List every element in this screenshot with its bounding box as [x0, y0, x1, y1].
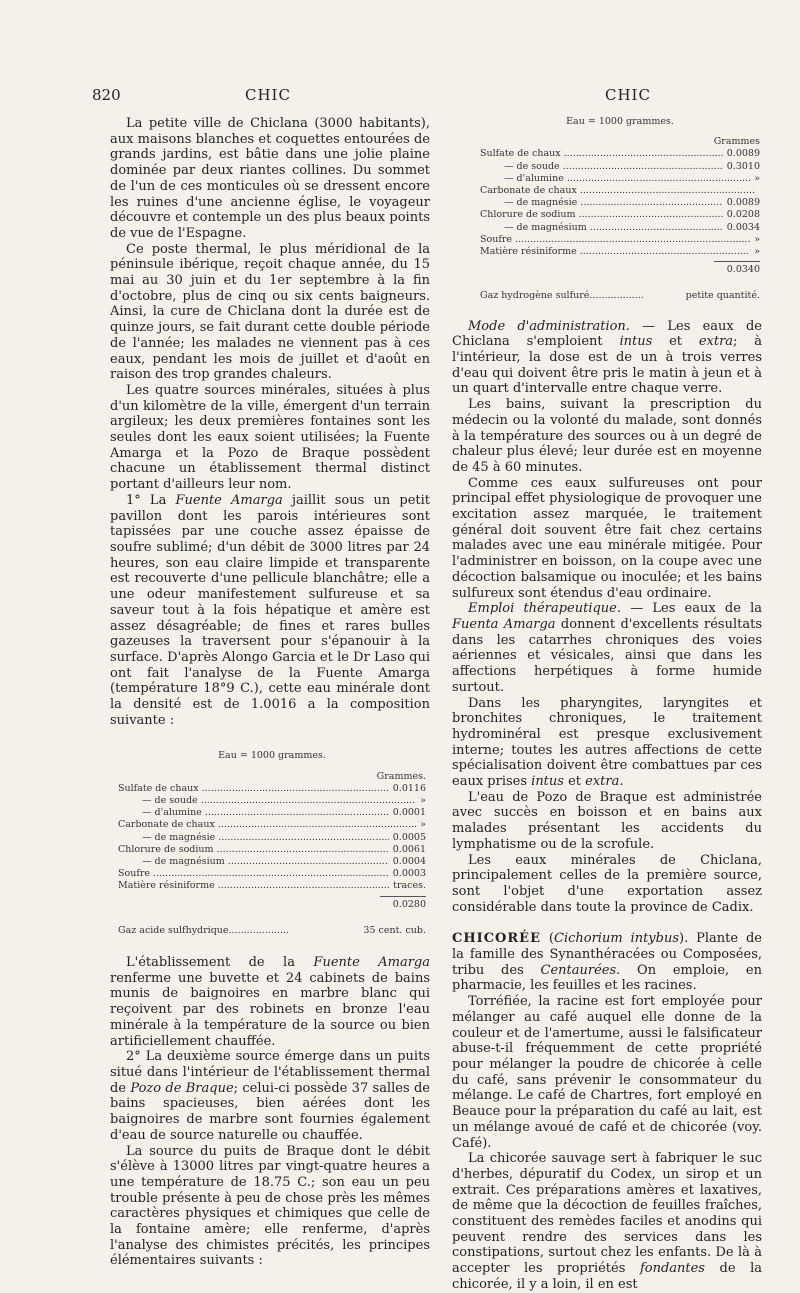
source-name: Fuenta Amarga	[452, 617, 556, 632]
text-run: (	[541, 931, 554, 947]
paragraph: La petite ville de Chiclana (3000 habitants), aux maisons blanches et coquettes entourées de grands jardins, est bâtie dans une jolie plaine dominée par deux riantes collines. Du sommet de l'un de ces monticules où se dressent encore les ruines d'une ancienne église, le voyageur découvre et contemple un des plus beaux points de vue de l'Espagne.	[110, 116, 430, 241]
row-value: 0.0001	[392, 807, 426, 819]
row-name: — de magnésium .....	[118, 856, 389, 868]
row-value: 0.0003	[392, 868, 426, 880]
row-value: 0.3010	[726, 160, 760, 172]
table-row	[480, 209, 760, 221]
row-value: »	[754, 233, 760, 245]
text-run: renferme une buvette et 24 cabinets de bains munis de baignoires en marbre blanc qui reçoivent par des robinets en bronze l'eau minérale à la température de la source ou bien artificiellement chauffée.	[110, 970, 430, 1049]
text-run: extra	[698, 334, 734, 350]
table-row	[480, 173, 760, 185]
table-title: Eau = 1000 grammes.	[218, 750, 326, 762]
text-run: 2° La deuxième source émerge dans un puits situé dans l'intérieur de l'établissement thermal de	[110, 1049, 430, 1096]
source-name: Fuente Amarga	[175, 492, 283, 508]
row-value: »	[754, 172, 760, 184]
text-run: et	[652, 334, 699, 350]
page-number: 820	[92, 86, 121, 104]
source-name: Fuente Amarga	[313, 955, 430, 971]
entry-paragraph	[452, 931, 762, 994]
table-row	[480, 246, 760, 258]
text-run: Dans les pharyngites, laryngites et bronchites chroniques, le traitement hydrominéral est presque exclusivement interne; toutes les autres affections de cette spécialisation doivent être combattues par ces eaux prises	[452, 695, 762, 790]
table-row	[118, 880, 426, 892]
text-run: fondantes	[639, 1261, 705, 1277]
row-name: Chlorure de sodium .....	[480, 209, 723, 221]
row-name: Matière résiniforme .....	[480, 246, 750, 258]
row-name: Chlorure de sodium .....	[118, 844, 389, 856]
left-column	[110, 116, 430, 1269]
row-value: 0.0089	[726, 197, 760, 209]
text-run: ). Plante de la famille des Synanthéracées ou Composées, tribu des	[452, 931, 762, 978]
table-total: 0.0280	[380, 896, 426, 911]
gas-value: 35 cent. cub.	[363, 924, 426, 936]
text-run: intus	[619, 334, 653, 350]
table-unit: Grammes	[713, 136, 760, 148]
row-name: Soufre .....	[118, 868, 389, 880]
paragraph	[452, 601, 762, 695]
paragraph	[110, 955, 430, 1049]
row-value: 0.0061	[392, 843, 426, 855]
row-name: — d'alumine .....	[118, 807, 389, 819]
row-value: traces.	[393, 880, 426, 892]
paragraph: Les eaux minérales de Chiclana, principalement celles de la première source, sont l'objet d'une exportation assez considérable dans toute la province de Cadix.	[452, 852, 762, 915]
paragraph: Torréfiée, la racine est fort employée pour mélanger au café auquel elle donne de la couleur et de l'amertume, aussi le falsificateur abuse-t-il fréquemment de cette propriété pour mélanger la poudre de chicorée à celle du café, sans prévenir le consommateur du mélange. Le café de Chartres, fort employé en Beauce pour la préparation du café au lait, est un mélange avoué de café et de chicorée (voy. Café).	[452, 994, 762, 1151]
row-value: »	[420, 819, 426, 831]
table-total: 0.0340	[714, 261, 760, 276]
paragraph: Les bains, suivant la prescription du médecin ou la volonté du malade, sont donnés à la température des sources ou à un degré de chaleur plus élevé; leur durée est en moyenne de 45 à 60 minutes.	[452, 397, 762, 475]
row-name: — de magnésium .....	[480, 222, 723, 234]
text-run: — Les eaux de la	[621, 601, 762, 617]
text-run: Centaurées	[540, 962, 617, 978]
row-name: Sulfate de chaux .....	[480, 148, 723, 160]
section-heading: Emploi thérapeutique.	[468, 601, 622, 617]
row-value: »	[754, 246, 760, 258]
row-value: 0.0208	[726, 209, 760, 221]
running-head-right: CHIC	[605, 86, 651, 104]
running-head-left: CHIC	[245, 86, 291, 104]
table-row	[118, 795, 426, 807]
row-name: Matière résiniforme .....	[118, 880, 389, 892]
row-name: — de soude .....	[480, 161, 723, 173]
composition-table-2	[480, 116, 760, 303]
text-run: — Les eaux de Chiclana s'emploient	[452, 318, 762, 350]
table-row	[480, 234, 760, 246]
composition-table-1	[118, 750, 426, 937]
paragraph: Les quatre sources minérales, situées à plus d'un kilomètre de la ville, émergent d'un terrain argileux; les deux premières fontaines sont les seules dont les eaux soient utilisées; la Fuente Amarga et la Pozo de Braque possèdent chacune un établissement thermal distinct portant d'ailleurs leur nom.	[110, 382, 430, 493]
row-name: Carbonate de chaux .....	[118, 819, 416, 831]
text-run: ; celui-ci possède 37 salles de bains spacieuses, bien aérées dont les baignoires de marbre sont fournies également d'eau de source naturelle ou chauffée.	[110, 1080, 430, 1143]
text-run: intus	[531, 774, 564, 790]
paragraph: L'eau de Pozo de Braque est administrée avec succès en boisson et en bains aux malades présentant les accidents du lymphatisme ou de la scrofule.	[452, 789, 762, 852]
table-row	[118, 819, 426, 831]
row-name: — de soude .....	[118, 795, 416, 807]
text-run: jaillit sous un petit pavillon dont les parois intérieures sont tapissées par une couche assez épaisse de soufre sublimé; d'un débit de 3000 litres par 24 heures, son eau claire limpide et transparente est recouverte d'une pellicule blanchâtre; elle a une odeur manifestement sulfureuse et sa saveur tout à la fois hépatique et amère est assez désagréable; de fines et rares bulles gazeuses la traversent pour s'épanouir à la surface. D'après Alongo Garcia et le Dr Laso qui ont fait l'analyse de la Fuente Amarga (température 18°9 C.), cette eau minérale dont la densité est de 1.0016 a la composition suivante :	[110, 492, 431, 728]
table-row	[118, 844, 426, 856]
table-row	[118, 832, 426, 844]
paragraph	[110, 1049, 430, 1143]
gas-name: Gaz hydrogène sulfuré..................	[480, 290, 644, 302]
paragraph: Comme ces eaux sulfureuses ont pour principal effet physiologique de provoquer une excitation assez marquée, le traitement général doit souvent être fait chez certains malades avec une eau minérale mitigée. Pour l'administrer en boisson, on la coupe avec une décoction balsamique ou inoculée; et les bains sulfureux sont étendus d'eau ordinaire.	[452, 475, 762, 601]
paragraph	[452, 696, 762, 790]
row-value: 0.0034	[726, 221, 760, 233]
entry-headword: CHICORÉE	[452, 931, 542, 947]
gas-row	[480, 290, 760, 302]
text-run: et	[563, 774, 586, 790]
latin-name: Cichorium intybus	[554, 931, 680, 947]
row-name: — d'alumine .....	[480, 173, 750, 185]
text-run: extra.	[585, 774, 624, 790]
table-row	[118, 856, 426, 868]
row-name: Soufre .....	[480, 234, 750, 246]
table-row	[480, 185, 760, 197]
row-name: Carbonate de chaux .....	[480, 185, 756, 197]
paragraph	[452, 1151, 762, 1292]
row-value: 0.0116	[392, 782, 426, 794]
row-name: — de magnésie .....	[480, 197, 723, 209]
table-row	[480, 161, 760, 173]
table-row	[480, 222, 760, 234]
gas-row	[118, 925, 426, 937]
right-column	[452, 116, 762, 1293]
paragraph	[110, 493, 430, 729]
source-name: Pozo de Braque	[130, 1080, 234, 1096]
text-run: . On emploie, en pharmacie, les feuilles et les racines.	[452, 962, 762, 994]
table-row	[118, 868, 426, 880]
row-value: 0.0005	[392, 831, 426, 843]
gas-name: Gaz acide sulfhydrique....................	[118, 924, 289, 936]
text-run: ; à l'intérieur, la dose est de un à trois verres d'eau qui doivent être pris le matin à jeun et à un quart d'intervalle entre chaque verre.	[452, 334, 762, 397]
table-row	[480, 148, 760, 160]
text-run: La chicorée sauvage sert à fabriquer le suc d'herbes, dépuratif du Codex, un sirop et un extrait. Ces préparations amères et laxatives, de même que la décoction de feuilles fraîches, constituent des remèdes faciles et anodins qui peuvent rendre des services dans les constipations, surtout chez les enfants. De là à accepter les propriétés	[452, 1151, 762, 1277]
text-run: 1° La	[126, 492, 176, 508]
text-run: donnent d'excellents résultats dans les catarrhes chroniques des voies aériennes et vésicales, ainsi que dans les affections herpétiques à forme humide surtout.	[452, 617, 762, 695]
paragraph	[452, 319, 762, 398]
row-value: 0.0004	[392, 856, 426, 868]
paragraph: Ce poste thermal, le plus méridional de la péninsule ibérique, reçoit chaque année, du 15 mai au 30 juin et du 1er septembre à la fin d'octobre, plus de cinq ou six cents baigneurs. Ainsi, la cure de Chiclana dont la durée est de quinze jours, se fait durant cette double période de l'année; les malades ne viennent pas à ces eaux, pendant les mois de juillet et d'août en raison des trop grandes chaleurs.	[110, 241, 430, 383]
table-title: Eau = 1000 grammes.	[566, 116, 674, 127]
row-value	[756, 185, 760, 197]
table-unit: Grammes.	[376, 770, 426, 782]
row-name: Sulfate de chaux .....	[118, 783, 389, 795]
text-run: de la chicorée, il y a loin, il en est	[452, 1261, 762, 1292]
section-heading: Mode d'administration.	[468, 318, 630, 334]
table-row	[118, 807, 426, 819]
table-row	[118, 783, 426, 795]
table-row	[480, 197, 760, 209]
row-value: »	[420, 795, 426, 807]
row-name: — de magnésie .....	[118, 832, 389, 844]
row-value: 0.0089	[726, 148, 760, 160]
gas-value: petite quantité.	[685, 290, 760, 302]
paragraph: La source du puits de Braque dont le débit s'élève à 13000 litres par vingt-quatre heures a une température de 18.75 C.; son eau un peu trouble présente à peu de chose près les mêmes caractères physiques et chimiques que celle de la fontaine amère; elle renferme, d'après l'analyse des chimistes précités, les principes élémentaires suivants :	[110, 1143, 430, 1269]
text-run: L'établissement de la	[126, 955, 314, 971]
